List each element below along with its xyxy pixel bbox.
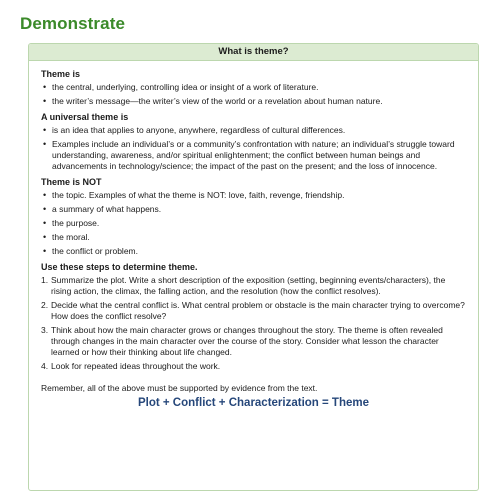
page-title: Demonstrate: [20, 14, 126, 33]
bullet-list: [41, 125, 466, 172]
list-item: • the conflict or problem.: [43, 246, 138, 256]
bullet-list: [41, 190, 466, 257]
bullet-icon: •: [43, 125, 47, 135]
list-item: • the purpose.: [43, 218, 100, 228]
remember-note: Remember, all of the above must be supported by evidence from the text.: [41, 383, 318, 393]
list-item: • the topic. Examples of what the theme is NOT: love, faith, revenge, friendship.: [43, 190, 345, 200]
list-item: 2. Decide what the central conflict is. What central problem or obstacle is the main character trying to overcome? How does the conflict resolve?: [41, 300, 465, 321]
card-title: What is theme?: [29, 44, 478, 61]
section-universal-theme: [41, 112, 466, 172]
bullet-list: [41, 82, 466, 107]
list-item: • the central, underlying, controlling idea or insight of a work of literature.: [43, 82, 319, 92]
section-title: Theme is NOT: [41, 177, 102, 187]
bullet-icon: •: [43, 139, 47, 149]
section-steps: [41, 262, 466, 372]
bullet-icon: •: [43, 232, 47, 242]
section-title: A universal theme is: [41, 112, 129, 122]
list-item: 3. Think about how the main character grows or changes throughout the story. The theme is often revealed through changes in the main character over the course of the story. Consider what lesson the character learned or how their thinking about life changed.: [41, 325, 443, 357]
bullet-icon: •: [43, 246, 47, 256]
section-title: Theme is: [41, 69, 81, 79]
card-body: [29, 61, 478, 409]
bullet-icon: •: [43, 82, 47, 92]
bullet-icon: •: [43, 204, 47, 214]
list-item: 1. Summarize the plot. Write a short description of the exposition (setting, beginning events/characters), the rising action, the climax, the falling action, and the resolution (how the conflict resolves).: [41, 275, 446, 296]
list-item: • is an idea that applies to anyone, anywhere, regardless of cultural differences.: [43, 125, 346, 135]
section-title: Use these steps to determine theme.: [41, 262, 198, 272]
list-item: • the writer’s message—the writer’s view of the world or a revelation about human nature.: [43, 96, 383, 106]
steps-list: [41, 275, 466, 372]
list-item: • Examples include an individual’s or a community’s confrontation with nature; an individual’s struggle toward understanding, awareness, and/or spiritual enlightenment; the conflict between human beings and advancements in technology/science; the impact of the past on the present; and the loss of innocence.: [43, 139, 455, 171]
bullet-icon: •: [43, 96, 47, 106]
bullet-icon: •: [43, 218, 47, 228]
list-item: • a summary of what happens.: [43, 204, 162, 214]
list-item: 4. Look for repeated ideas throughout the work.: [41, 361, 221, 371]
section-theme-is-not: [41, 177, 466, 257]
section-theme-is: [41, 69, 466, 107]
list-item: • the moral.: [43, 232, 90, 242]
theme-card: [28, 43, 479, 491]
theme-formula: Plot + Conflict + Characterization = Theme: [137, 397, 369, 409]
bullet-icon: •: [43, 190, 47, 200]
